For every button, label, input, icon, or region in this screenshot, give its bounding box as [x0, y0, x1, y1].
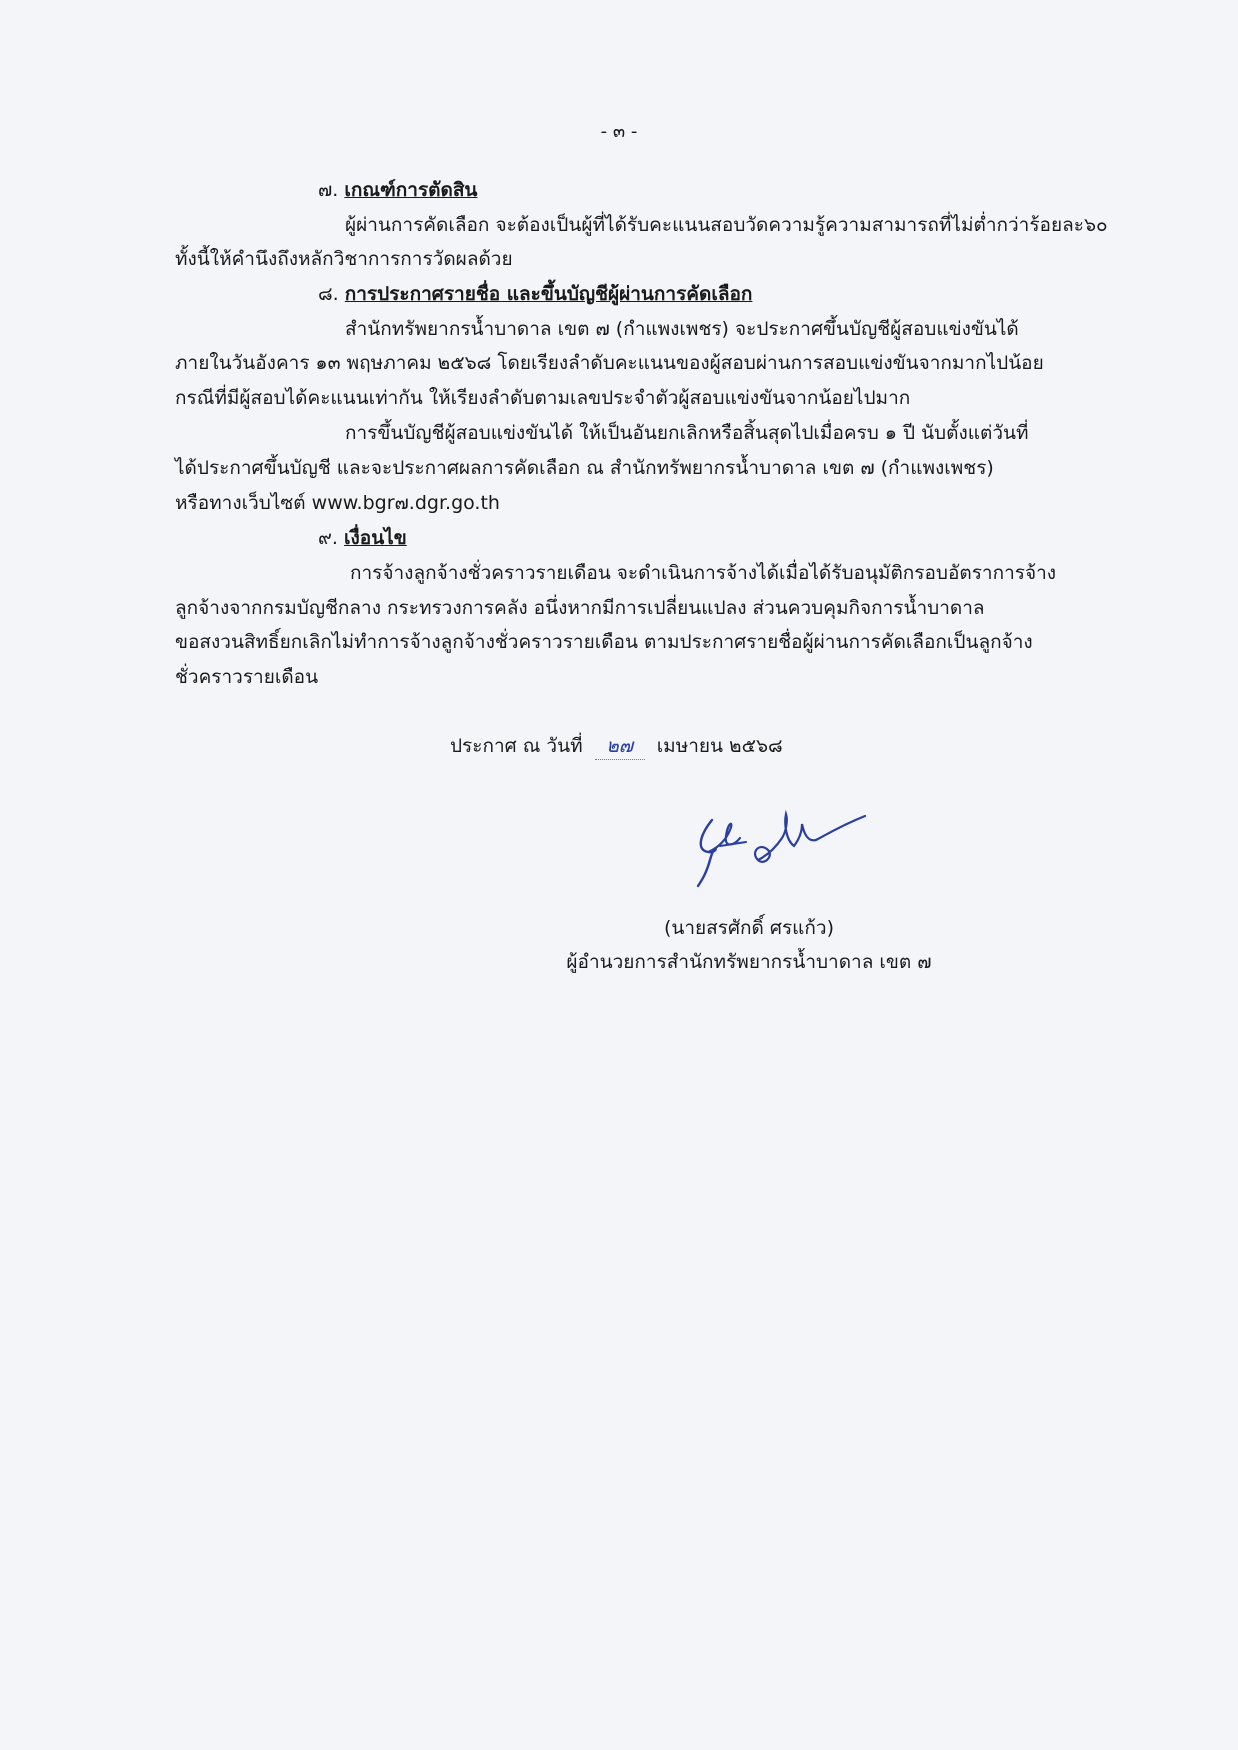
section-7-line-2: ทั้งนี้ให้คำนึงถึงหลักวิชาการการวัดผลด้วย: [175, 248, 513, 270]
page-number: - ๓ -: [600, 121, 638, 142]
signatory-position: ผู้อำนวยการสำนักทรัพยากรน้ำบาดาล เขต ๗: [566, 951, 932, 973]
section-8-heading: [318, 281, 752, 307]
section-9-line-1: การจ้างลูกจ้างชั่วคราวรายเดือน จะดำเนินการจ้างได้เมื่อได้รับอนุมัติกรอบอัตราการจ้าง: [350, 562, 1057, 584]
section-8-line-4: การขึ้นบัญชีผู้สอบแข่งขันได้ ให้เป็นอันยกเลิกหรือสิ้นสุดไปเมื่อครบ ๑ ปี นับตั้งแต่วันที่: [345, 422, 1029, 444]
section-8-line-1: สำนักทรัพยากรน้ำบาดาล เขต ๗ (กำแพงเพชร) จะประกาศขึ้นบัญชีผู้สอบแข่งขันได้: [345, 318, 1019, 340]
section-9-number: ๙.: [318, 527, 338, 549]
section-8-line-6: หรือทางเว็บไซต์ www.bgr๗.dgr.go.th: [175, 492, 500, 514]
handwritten-day: ๒๗: [595, 733, 645, 760]
section-9-title: เงื่อนไข: [344, 527, 407, 549]
section-9-line-2: ลูกจ้างจากกรมบัญชีกลาง กระทรวงการคลัง อนึ่งหากมีการเปลี่ยนแปลง ส่วนควบคุมกิจการน้ำบาดาล: [175, 597, 985, 619]
section-7-title: เกณฑ์การตัดสิน: [344, 179, 478, 201]
section-8-title: การประกาศรายชื่อ และขึ้นบัญชีผู้ผ่านการคัดเลือก: [344, 283, 753, 305]
section-7-number: ๗.: [318, 179, 339, 201]
signature-image: [690, 790, 880, 890]
section-8-line-3: กรณีที่มีผู้สอบได้คะแนนเท่ากัน ให้เรียงลำดับตามเลขประจำตัวผู้สอบแข่งขันจากน้อยไปมาก: [175, 387, 911, 409]
section-9-line-4: ชั่วคราวรายเดือน: [175, 666, 319, 688]
section-8-line-5: ได้ประกาศขึ้นบัญชี และจะประกาศผลการคัดเลือก ณ สำนักทรัพยากรน้ำบาดาล เขต ๗ (กำแพงเพชร): [175, 457, 994, 479]
section-9-heading: [318, 525, 407, 551]
announcement-month-year: เมษายน ๒๕๖๘: [656, 735, 783, 757]
section-8-line-2: ภายในวันอังคาร ๑๓ พฤษภาคม ๒๕๖๘ โดยเรียงลำดับคะแนนของผู้สอบผ่านการสอบแข่งขันจากมากไปน้อย: [175, 352, 1044, 374]
section-7-heading: [318, 177, 477, 203]
announcement-prefix: ประกาศ ณ วันที่: [450, 735, 583, 757]
signatory-name: (นายสรศักดิ์ ศรแก้ว): [663, 917, 835, 939]
section-7-line-1: ผู้ผ่านการคัดเลือก จะต้องเป็นผู้ที่ได้รับคะแนนสอบวัดความรู้ความสามารถที่ไม่ต่ำกว่าร้อยละ๖๐: [345, 214, 1108, 236]
section-9-line-3: ขอสงวนสิทธิ์ยกเลิกไม่ทำการจ้างลูกจ้างชั่วคราวรายเดือน ตามประกาศรายชื่อผู้ผ่านการคัดเลือกเป็นลูกจ้าง: [175, 631, 1033, 653]
section-8-number: ๘.: [318, 283, 339, 305]
announcement-date: [450, 733, 783, 760]
